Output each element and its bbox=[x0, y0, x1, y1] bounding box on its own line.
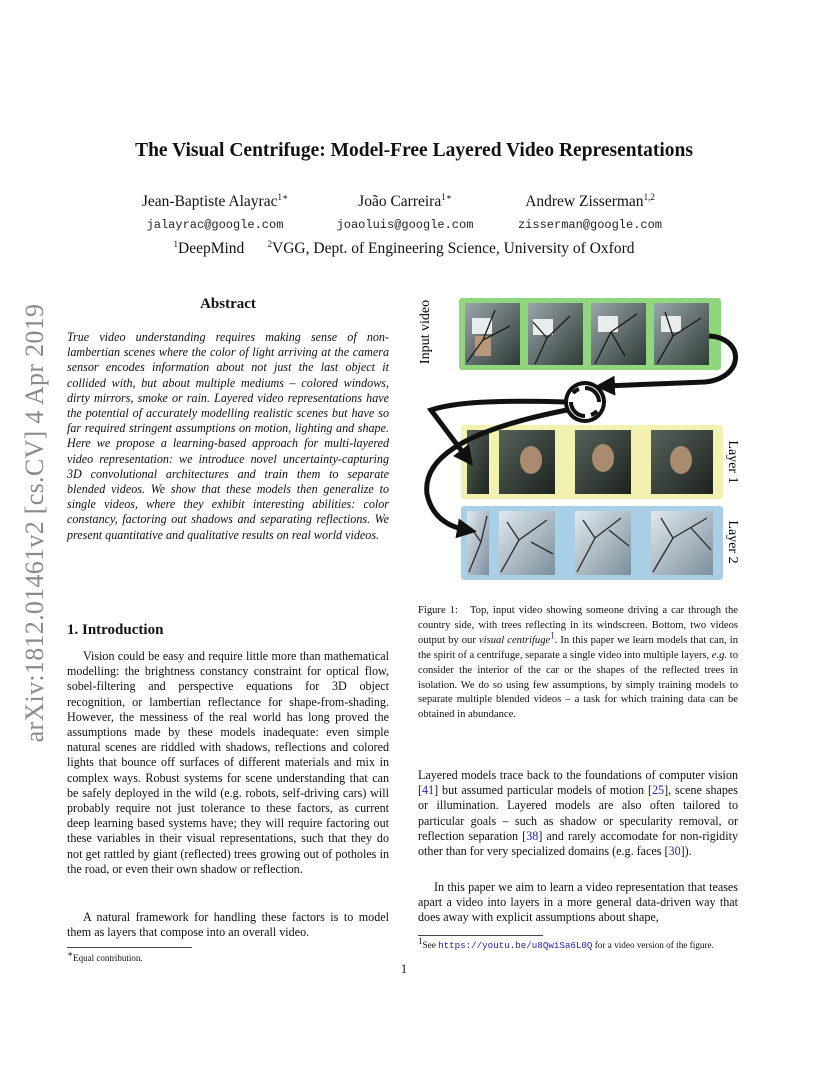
figure-1-caption bbox=[418, 604, 738, 723]
caption-text-1: Top, input video showing someone driving a car through the country side, with trees reflecting in its windscreen. Bottom, two videos output by our bbox=[418, 605, 738, 646]
footnote-pre: See bbox=[422, 940, 439, 950]
label-input-video: Input video bbox=[418, 299, 433, 365]
footnote-video-link bbox=[418, 935, 738, 952]
affiliations bbox=[0, 240, 808, 258]
text-run: ], scene shapes or illumination. Layered models are also often tailored to particular goals – such as shadow or specularity removal, or reflection separation [ bbox=[418, 783, 738, 843]
affiliation-mark: 1 bbox=[173, 238, 178, 249]
arxiv-identifier: arXiv:1812.01461v2 [cs.CV] 4 Apr 2019 bbox=[20, 303, 49, 743]
author-3-email: zisserman@google.com bbox=[517, 218, 663, 232]
intro-paragraph-1: Vision could be easy and require little more than mathematical modelling: the brightness constancy constraint for optical flow, sobel-filtering and perspective equations for 3D object recognition, or lambertian reflectance for shape-from-shading. However, the messiness of the real world has long proved the assumptions made by these models inadequate: even simple natural scenes are riddled with shadows, reflections and colored lights that bounce off surfaces of different materials and mix in complex ways. Robust systems for scene understanding that can be safely deployed in the wild (e.g. robots, self-driving cars) will probably require not just tolerance to these factors, as current deep learning based systems have; they will require factoring out these variables in their visual representations, such that they do not get rattled by giant (reflected) trees growing out of potholes in the road, or even their own shadow or reflection. bbox=[67, 649, 389, 876]
citation-30[interactable]: 30 bbox=[668, 844, 681, 859]
author-2 bbox=[325, 193, 485, 211]
author-1 bbox=[130, 193, 300, 211]
footnote-divider bbox=[67, 947, 192, 948]
author-3 bbox=[505, 193, 675, 211]
abstract-heading: Abstract bbox=[200, 296, 256, 312]
caption-text-2: . In this paper we learn models that can, in the spirit of a centrifuge, separate a single video into multiple layers, bbox=[418, 634, 738, 661]
author-1-email: jalayrac@google.com bbox=[146, 218, 284, 232]
paper-title: The Visual Centrifuge: Model-Free Layered Video Representations bbox=[135, 140, 693, 161]
layer2-frames bbox=[467, 511, 713, 575]
intro-paragraph-2: A natural framework for handling these factors is to model them as layers that compose into an overall video. bbox=[67, 910, 389, 940]
author-name: Andrew Zisserman bbox=[525, 193, 644, 210]
text-run: ] and rarely accomodate for non-rigidity other than for very specialized domains (e.g. faces [ bbox=[418, 828, 738, 859]
caption-eg: e.g. bbox=[711, 649, 728, 661]
figure-1 bbox=[415, 292, 751, 584]
citation-25[interactable]: 25 bbox=[652, 783, 665, 798]
page-number: 1 bbox=[400, 962, 408, 976]
author-2-email: joaoluis@google.com bbox=[336, 218, 474, 232]
affiliation-mark: 2 bbox=[267, 238, 273, 249]
caption-label: Figure 1: bbox=[418, 605, 458, 616]
affiliation-oxford: VGG, Dept. of Engineering Science, University of Oxford bbox=[272, 240, 635, 257]
footnote-divider-right bbox=[418, 935, 543, 936]
author-marks: 1∗ bbox=[441, 191, 452, 202]
author-marks: 1∗ bbox=[277, 191, 289, 202]
affiliation-deepmind: DeepMind bbox=[178, 240, 245, 257]
layer1-frames bbox=[467, 430, 713, 494]
abstract-text: True video understanding requires making sense of non-lambertian scenes where the color of light arriving at the camera sensor encodes information about not just the last object it collided with, but about multiple mediums – colored windows, dirty mirrors, smoke or rain. Layered video representations have the potential of accurately modelling realistic scenes but have so far required stringent assumptions on motion, lighting and shape. Here we propose a learning-based approach for multi-layered video representation: we introduce novel uncertainty-capturing 3D convolutional architectures and train them to separate blended videos. We show that these models then generalize to single videos, where they exhibit interesting abilities: color constancy, factoring out shadows and separating reflections. We present quantitative and qualitative results on real world videos. bbox=[67, 330, 389, 542]
author-marks: 1,2 bbox=[643, 191, 655, 202]
footnote-mark: 1 bbox=[418, 935, 423, 946]
footnote-mark: ∗ bbox=[67, 949, 74, 959]
caption-footnote-mark[interactable]: 1 bbox=[550, 630, 555, 641]
video-url-link[interactable]: https://youtu.be/u8QwiSa6L0Q bbox=[438, 940, 593, 951]
label-layer-2: Layer 2 bbox=[725, 520, 740, 564]
right-paragraph-1 bbox=[418, 768, 738, 859]
footnote-post: for a video version of the figure. bbox=[592, 940, 714, 950]
footnote-text: Equal contribution. bbox=[73, 953, 143, 963]
right-paragraph-2: In this paper we aim to learn a video representation that teases apart a video into layers in a more general data-driven way that does away with explicit assumptions about shape, bbox=[418, 880, 738, 925]
text-run: ]). bbox=[680, 844, 692, 859]
section-heading-introduction: 1. Introduction bbox=[67, 622, 164, 638]
author-name: João Carreira bbox=[358, 193, 442, 210]
text-run: Layered models trace back to the foundations of computer vision [ bbox=[418, 768, 738, 798]
label-layer-1: Layer 1 bbox=[725, 440, 740, 484]
centrifuge-icon bbox=[564, 381, 606, 423]
caption-text-3: to consider the interior of the car or the shapes of the reflected trees in isolation. We do so using few assumptions, by simply training models to separate multiple blended videos – a task for which training data can be obtained in abundance. bbox=[418, 649, 738, 721]
citation-41[interactable]: 41 bbox=[422, 783, 435, 798]
text-run: ] but assumed particular models of motion [ bbox=[434, 783, 652, 798]
citation-38[interactable]: 38 bbox=[526, 828, 539, 843]
caption-emphasis: visual centrifuge bbox=[478, 634, 551, 646]
author-name: Jean-Baptiste Alayrac bbox=[141, 193, 278, 210]
